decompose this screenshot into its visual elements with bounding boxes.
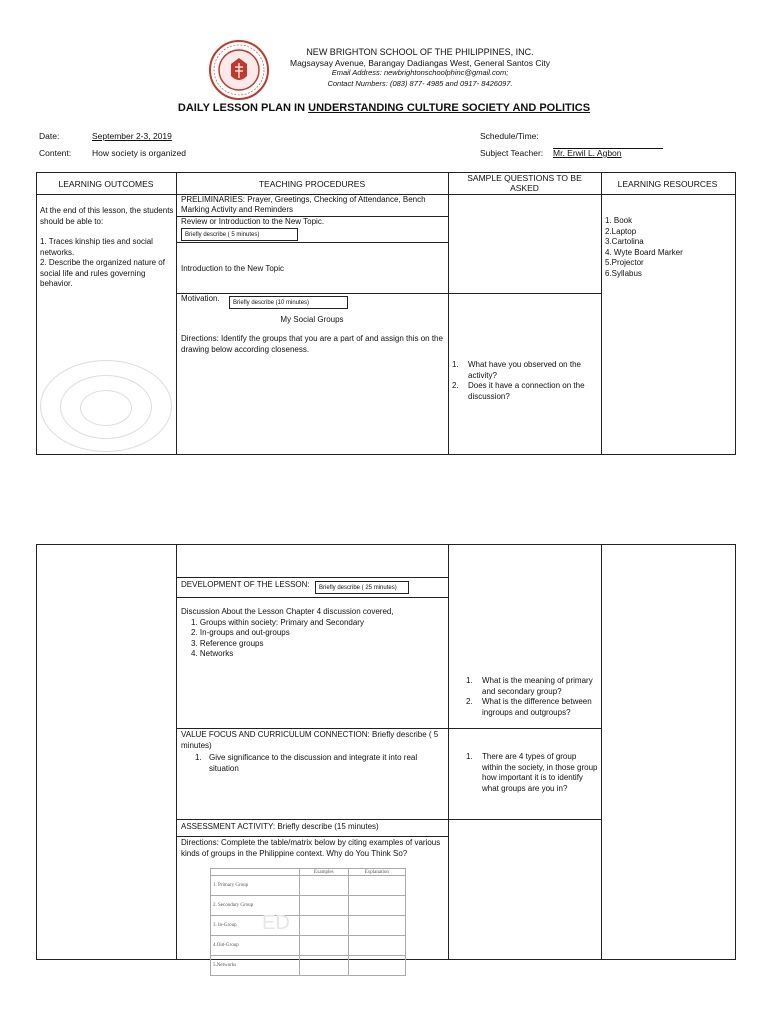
header-learning-resources: LEARNING RESOURCES	[617, 179, 718, 189]
question-item: 1. What have you observed on the activity?	[452, 360, 581, 380]
header-sample-questions: SAMPLE QUESTIONS TO BE ASKED	[467, 173, 582, 193]
matrix-cell[interactable]	[299, 896, 348, 916]
questions-cell-3	[466, 752, 598, 794]
assessment-directions: Directions: Complete the table/matrix below by citing examples of various kinds of groups in the Philippine context. Why do You Think So?	[181, 838, 441, 858]
matrix-row-label: 4.Out-Group	[211, 936, 300, 956]
watermark-stamp: ED	[262, 912, 290, 934]
discussion-block	[181, 607, 445, 660]
header-learning-outcomes: LEARNING OUTCOMES	[58, 179, 154, 189]
teacher-value: Mr. Erwil L. Agbon	[553, 148, 622, 158]
intro-topic-heading: Introduction to the New Topic	[181, 264, 285, 273]
title-prefix: DAILY LESSON PLAN IN	[177, 102, 309, 114]
matrix-cell[interactable]	[299, 876, 348, 896]
resource-item: 6.Syllabus	[605, 268, 642, 278]
resource-item: 1. Book	[605, 216, 633, 225]
matrix-cell[interactable]	[348, 876, 405, 896]
divider	[601, 544, 602, 959]
content-value: How society is organized	[92, 148, 187, 158]
content-label: Content:	[39, 148, 72, 158]
outcomes-intro: At the end of this lesson, the students should be able to:	[40, 206, 174, 226]
divider	[176, 819, 602, 820]
matrix-cell[interactable]	[348, 896, 405, 916]
title-subject: UNDERSTANDING CULTURE SOCIETY AND POLITICS	[308, 102, 591, 114]
header-teaching-procedures: TEACHING PROCEDURES	[258, 179, 366, 189]
development-heading: DEVELOPMENT OF THE LESSON:	[181, 580, 310, 589]
divider	[176, 597, 448, 598]
document-title	[0, 102, 768, 114]
teacher-label: Subject Teacher:	[480, 148, 544, 158]
value-focus-item: 1. Give significance to the discussion and integrate it into real situation	[195, 753, 418, 773]
matrix-header	[211, 869, 300, 876]
matrix-cell[interactable]	[299, 936, 348, 956]
value-focus-heading: VALUE FOCUS AND CURRICULUM CONNECTION: Briefly describe ( 5 minutes)	[181, 730, 439, 750]
question-item: 2. Does it have a connection on the discussion?	[452, 381, 585, 401]
assessment-matrix	[210, 868, 406, 976]
matrix-cell[interactable]	[299, 916, 348, 936]
schedule-label: Schedule/Time:	[480, 131, 539, 141]
divider	[176, 544, 177, 959]
question-item: 1. There are 4 types of group within the society, in those group how important it is to identify what groups are you in?	[466, 752, 598, 793]
matrix-row-label: 5.Networks	[211, 956, 300, 976]
topic-item: 3. Reference groups	[191, 638, 264, 648]
outcome-item: 2. Describe the organized nature of social life and rules governing behavior.	[40, 258, 165, 288]
school-name: NEW BRIGHTON SCHOOL OF THE PHILIPPINES, INC.	[306, 47, 534, 57]
my-social-groups-title: My Social Groups	[280, 315, 344, 324]
matrix-row-label: 3. In-Group	[211, 916, 300, 936]
schedule-blank-line	[553, 131, 663, 149]
learning-resources-list	[605, 216, 733, 279]
question-item: 2. What is the difference between ingroups and outgroups?	[466, 697, 592, 717]
resource-item: 3.Cartolina	[605, 237, 644, 246]
school-contact: Contact Numbers: (083) 877- 4985 and 0917- 8426097.	[327, 78, 513, 88]
resource-item: 5.Projector	[605, 258, 644, 267]
matrix-header: Examples	[299, 869, 348, 876]
learning-outcomes-cell	[40, 206, 174, 290]
resource-item: 2.Laptop	[605, 226, 637, 236]
concentric-circle	[80, 390, 132, 426]
motivation-heading: Motivation.	[181, 294, 220, 303]
development-duration-box: Briefly describe ( 25 minutes)	[315, 581, 409, 594]
divider	[601, 172, 602, 454]
matrix-cell[interactable]	[348, 916, 405, 936]
matrix-cell[interactable]	[348, 936, 405, 956]
date-value: September 2-3, 2019	[92, 131, 172, 141]
matrix-header: Explanation	[348, 869, 405, 876]
matrix-row-label: 1. Primary Group	[211, 876, 300, 896]
matrix-row-label: 2. Secondary Group	[211, 896, 300, 916]
topic-item: 4. Networks	[191, 649, 234, 658]
assessment-heading: ASSESSMENT ACTIVITY: Briefly describe (15 minutes)	[181, 822, 379, 831]
school-email: Email Address: newbrightonschoolphinc@gmail.com;	[331, 68, 509, 77]
review-duration-box: Briefly describe ( 5 minutes)	[181, 228, 298, 241]
matrix-cell[interactable]	[348, 956, 405, 976]
questions-cell-1	[452, 360, 598, 402]
review-heading: Review or Introduction to the New Topic.	[181, 217, 325, 226]
topic-item: 2. In-groups and out-groups	[191, 628, 290, 637]
divider	[176, 242, 448, 243]
topic-item: 1. Groups within society: Primary and Secondary	[191, 617, 364, 627]
school-address: Magsaysay Avenue, Barangay Dadiangas West, General Santos City	[289, 57, 551, 68]
question-item: 1. What is the meaning of primary and secondary group?	[466, 676, 593, 696]
school-seal-logo	[209, 40, 269, 100]
divider	[176, 293, 602, 294]
divider	[176, 577, 448, 578]
preliminaries-text: PRELIMINARIES: Prayer, Greetings, Checking of Attendance, Bench Marking Activity and Reminders	[181, 195, 426, 214]
matrix-cell[interactable]	[299, 956, 348, 976]
motivation-duration-box: Briefly describe (10 minutes)	[229, 296, 348, 309]
date-label: Date:	[39, 131, 60, 141]
questions-cell-2	[466, 676, 600, 718]
school-header	[270, 47, 570, 89]
divider	[176, 728, 602, 729]
motivation-directions: Directions: Identify the groups that you are a part of and assign this on the drawing below according closeness.	[181, 334, 443, 354]
divider	[448, 172, 449, 454]
divider	[176, 836, 448, 837]
discussion-intro: Discussion About the Lesson Chapter 4 discussion covered,	[181, 607, 394, 616]
divider	[448, 544, 449, 959]
resource-item: 4. Wyte Board Marker	[605, 247, 683, 257]
outcome-item: 1. Traces kinship ties and social networks.	[40, 237, 153, 257]
divider	[176, 172, 177, 454]
